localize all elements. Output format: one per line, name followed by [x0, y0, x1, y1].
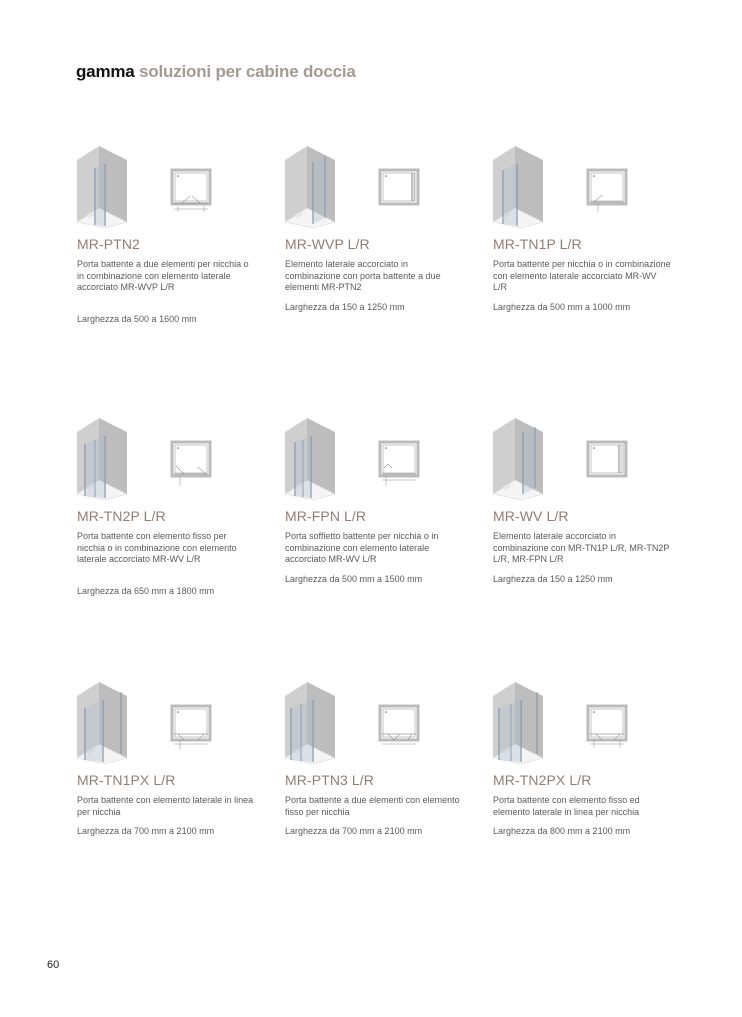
- product-width-range: Larghezza da 150 a 1250 mm: [493, 574, 613, 584]
- product-description: Porta battente con elemento fisso per nicchia o in combinazione con elemento laterale accorciato MR-WV L/R: [77, 531, 237, 564]
- shower-cabin-illustration: [77, 418, 131, 500]
- floor-plan-diagram: [378, 440, 422, 486]
- product-card: [285, 146, 485, 312]
- product-figures: [285, 146, 485, 234]
- product-name: MR-WV L/R: [493, 508, 569, 524]
- product-name: MR-TN2P L/R: [77, 508, 166, 524]
- product-figures: [77, 146, 277, 234]
- page-number: 60: [47, 959, 60, 971]
- shower-cabin-illustration: [285, 418, 339, 500]
- product-card: [285, 682, 485, 836]
- page-title-strong: gamma: [76, 62, 135, 81]
- shower-cabin-illustration: [77, 146, 131, 228]
- product-description: Porta soffietto battente per nicchia o in combinazione con elemento laterale accorciato MR-WV L/R: [285, 531, 439, 564]
- product-width-range: Larghezza da 650 mm a 1800 mm: [77, 586, 215, 596]
- product-description: Porta battente a due elementi con elemento fisso per nicchia: [285, 795, 460, 817]
- product-name: MR-PTN2: [77, 236, 140, 252]
- product-figures: [77, 682, 277, 770]
- shower-cabin-illustration: [285, 146, 339, 228]
- product-description: Elemento laterale accorciato in combinazione con MR-TN1P L/R, MR-TN2P L/R, MR-FPN L/R: [493, 531, 670, 564]
- product-description: Elemento laterale accorciato in combinazione con porta battente a due elementi MR-PTN2: [285, 259, 441, 292]
- floor-plan-diagram: [378, 704, 422, 750]
- product-card: [77, 418, 277, 596]
- product-card: [285, 418, 485, 584]
- floor-plan-diagram: [170, 168, 214, 214]
- product-description: Porta battente con elemento fisso ed elemento laterale in linea per nicchia: [493, 795, 640, 817]
- product-name: MR-PTN3 L/R: [285, 772, 374, 788]
- product-width-range: Larghezza da 700 mm a 2100 mm: [77, 826, 215, 836]
- floor-plan-diagram: [586, 440, 630, 486]
- product-name: MR-WVP L/R: [285, 236, 370, 252]
- product-figures: [77, 418, 277, 506]
- floor-plan-diagram: [378, 168, 422, 214]
- product-description: Porta battente a due elementi per nicchia o in combinazione con elemento laterale accorciato MR-WVP L/R: [77, 259, 249, 292]
- shower-cabin-illustration: [77, 682, 131, 764]
- shower-cabin-illustration: [493, 682, 547, 764]
- product-name: MR-FPN L/R: [285, 508, 367, 524]
- product-width-range: Larghezza da 500 mm a 1000 mm: [493, 302, 631, 312]
- page-title-rest: soluzioni per cabine doccia: [134, 62, 356, 81]
- shower-cabin-illustration: [493, 146, 547, 228]
- product-figures: [493, 418, 693, 506]
- product-width-range: Larghezza da 700 mm a 2100 mm: [285, 826, 423, 836]
- page-title: [76, 62, 356, 82]
- floor-plan-diagram: [170, 704, 214, 750]
- product-card: [493, 146, 693, 312]
- product-figures: [285, 682, 485, 770]
- product-description: Porta battente con elemento laterale in linea per nicchia: [77, 795, 254, 817]
- product-width-range: Larghezza da 500 mm a 1500 mm: [285, 574, 423, 584]
- product-card: [77, 146, 277, 324]
- product-name: MR-TN1PX L/R: [77, 772, 176, 788]
- product-figures: [493, 146, 693, 234]
- product-card: [493, 418, 693, 584]
- product-width-range: Larghezza da 500 a 1600 mm: [77, 314, 197, 324]
- floor-plan-diagram: [586, 704, 630, 750]
- shower-cabin-illustration: [285, 682, 339, 764]
- product-name: MR-TN1P L/R: [493, 236, 582, 252]
- product-width-range: Larghezza da 800 mm a 2100 mm: [493, 826, 631, 836]
- product-figures: [285, 418, 485, 506]
- product-name: MR-TN2PX L/R: [493, 772, 592, 788]
- shower-cabin-illustration: [493, 418, 547, 500]
- product-figures: [493, 682, 693, 770]
- floor-plan-diagram: [586, 168, 630, 214]
- floor-plan-diagram: [170, 440, 214, 486]
- product-card: [77, 682, 277, 836]
- product-card: [493, 682, 693, 836]
- product-width-range: Larghezza da 150 a 1250 mm: [285, 302, 405, 312]
- product-description: Porta battente per nicchia o in combinazione con elemento laterale accorciato MR-WV L/R: [493, 259, 671, 292]
